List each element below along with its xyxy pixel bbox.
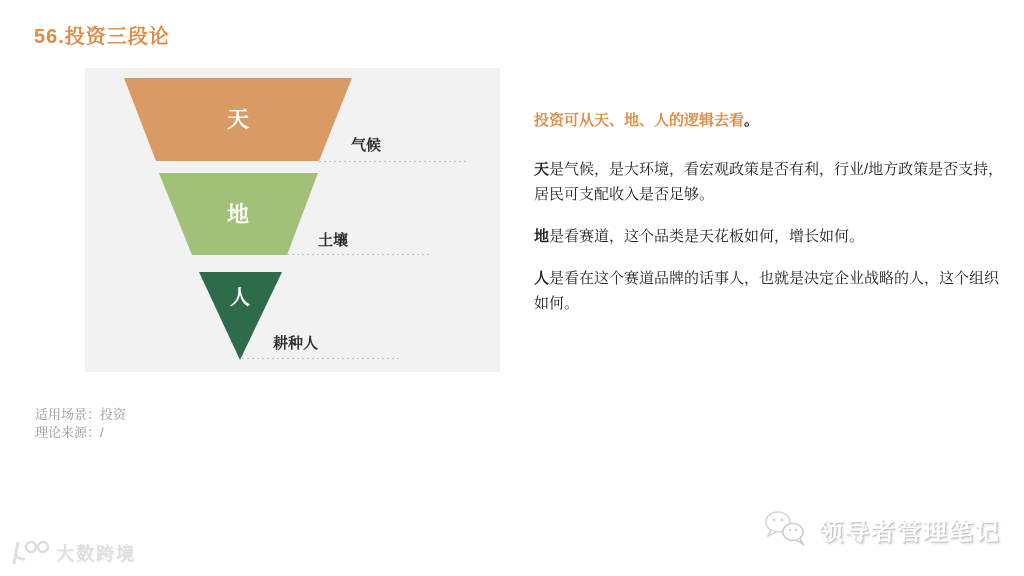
meta-info: [35, 406, 126, 442]
funnel-label-sky: 天: [226, 107, 250, 132]
source-label: 理论来源：: [35, 425, 101, 440]
paragraph-earth-lead: 地: [534, 228, 550, 245]
watermark-left-text: 大数跨境: [56, 544, 136, 564]
paragraph-person: [534, 266, 1012, 316]
paragraph-sky-lead: 天: [534, 161, 550, 178]
page-title: 56.投资三段论: [34, 26, 170, 48]
content-heading: [534, 112, 1012, 130]
scenario-label: 适用场景：: [35, 407, 101, 422]
paragraph-sky: [534, 157, 1012, 207]
side-label-climate: 气候: [351, 137, 382, 154]
funnel-diagram: [85, 68, 500, 372]
funnel-panel: [85, 68, 500, 372]
meta-source: [35, 424, 126, 442]
paragraph-earth: [534, 224, 1012, 249]
side-label-soil: 土壤: [318, 232, 349, 249]
source-value: /: [100, 425, 104, 440]
content-heading-text: 投资可从天、地、人的逻辑去看: [534, 112, 745, 129]
description-column: [534, 112, 1012, 333]
funnel-label-earth: 地: [226, 202, 250, 227]
watermark-dashukuajing: [8, 538, 136, 568]
watermark-leadership-notes: [763, 510, 1001, 548]
logo-100-icon: [8, 538, 50, 568]
funnel-label-person: 人: [230, 287, 250, 309]
paragraph-person-lead: 人: [534, 270, 550, 287]
meta-scenario: [35, 406, 126, 424]
funnel-level-person-shape: [199, 272, 282, 360]
side-label-cultivator: 耕种人: [273, 335, 319, 352]
wechat-icon: [763, 510, 809, 548]
paragraph-person-text: 是看在这个赛道品牌的话事人，也就是决定企业战略的人，这个组织如何。: [534, 270, 1000, 312]
scenario-value: 投资: [100, 407, 127, 422]
content-heading-period: 。: [744, 112, 760, 129]
paragraph-sky-text: 是气候，是大环境，看宏观政策是否有利，行业/地方政策是否支持，居民可支配收入是否足够。: [534, 161, 1004, 203]
watermark-right-text: 领导者管理笔记: [819, 518, 1001, 546]
paragraph-earth-text: 是看赛道，这个品类是天花板如何，增长如何。: [549, 228, 865, 245]
